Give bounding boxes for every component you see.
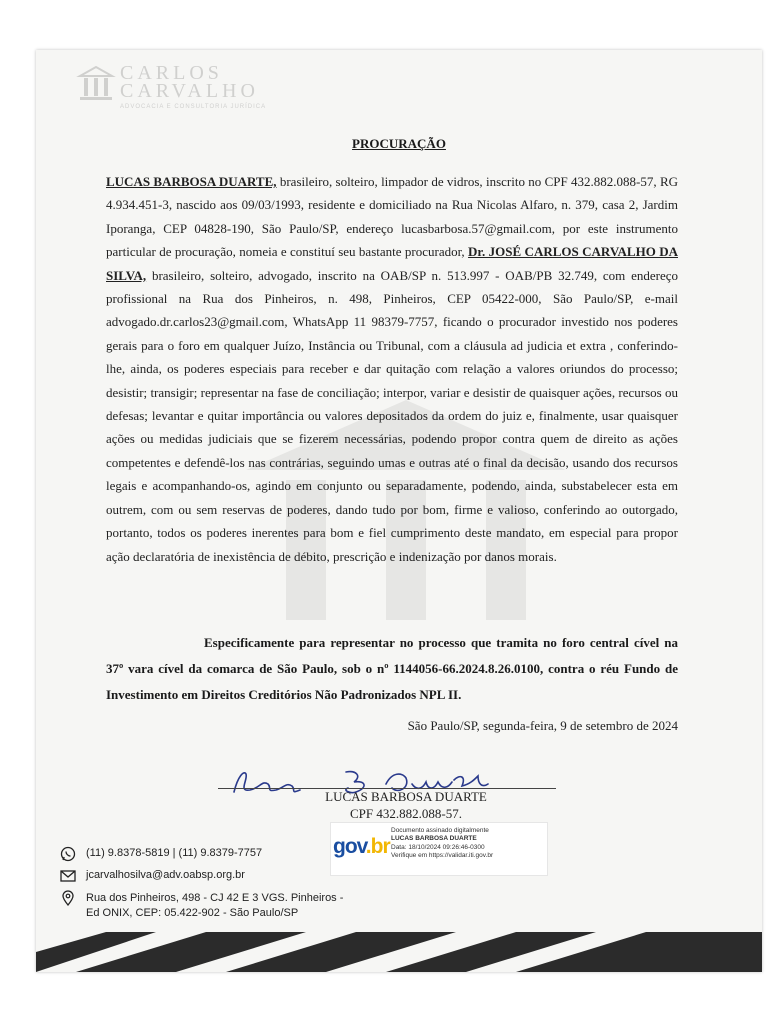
location-pin-icon <box>60 890 76 906</box>
digital-signature-info: Documento assinado digitalmente LUCAS BARBOSA DUARTE Data: 18/10/2024 09:26:46-0300 Verifique em https://validar.iti.gov.br <box>391 827 494 860</box>
special-powers-paragraph: Especificamente para representar no processo que tramita no foro central cível na 37º vara cível da comarca de São Paulo, sob o nº 1144056-66.2024.8.26.0100, contra o réu Fundo de Investimento em Direitos Creditórios Não Padronizados NPL II. <box>106 635 678 702</box>
email-address: jcarvalhosilva@adv.oabsp.org.br <box>86 869 245 881</box>
phone-numbers: (11) 9.8378-5819 | (11) 9.8379-7757 <box>86 847 263 859</box>
procuracao-body <box>106 170 678 568</box>
columns-logo-icon <box>76 64 116 104</box>
signer-name: LUCAS BARBOSA DUARTE <box>325 789 487 804</box>
address-text: Rua dos Pinheiros, 498 - CJ 42 E 3 VGS. Pinheiros - Ed ONIX, CEP: 05.422-902 - São Paulo/SP <box>86 892 344 919</box>
attorney-name: Dr. JOSÉ CARLOS CARVALHO DA SILVA, <box>106 244 678 283</box>
body-text-part1: brasileiro, solteiro, limpador de vidros, inscrito no CPF 432.882.088-57, RG 4.934.451-3, nascido aos 09/03/1993, residente e domiciliado na Rua Nicolas Alfaro, n. 379, casa 2, Jardim Iporanga, CEP 04828-190, São Paulo/SP, endereço lucasbarbosa.57@gmail.com, por este instrumento particular de procuração, nomeia e constituí seu bastante procurador, <box>106 174 678 260</box>
govbr-logo: gov.br <box>333 835 390 858</box>
law-firm-logo <box>76 64 316 116</box>
whatsapp-icon <box>60 846 76 862</box>
grantor-name: LUCAS BARBOSA DUARTE, <box>106 174 277 189</box>
logo-tagline: ADVOCACIA E CONSULTORIA JURÍDICA <box>120 104 267 110</box>
signer-cpf: CPF 432.882.088-57. <box>350 806 462 821</box>
logo-name: CARLOS CARVALHO <box>120 62 259 102</box>
body-text-part2: brasileiro, solteiro, advogado, inscrito na OAB/SP n. 513.997 - OAB/PB 32.749, com endereço profissional na Rua dos Pinheiros, n. 498, Pinheiros, CEP 05422-000, São Paulo/SP, e-mail advogado.dr.carlos23@gmail.com, WhatsApp 11 98379-7757, ficando o procurador investido nos poderes gerais para o foro em qualquer Juízo, Instância ou Tribunal, com a cláusula ad judicia et extra , conferindo-lhe, ainda, os poderes especiais para receber e dar quitação com relação a valores oriundos do processo; desistir; transigir; representar na fase de conciliação; interpor, variar e desistir de quaisquer ações, recursos ou defesas; levantar e quitar importância ou valores depositados da ordem do juiz e, finalmente, usar quaisquer ações ou medidas judiciais que se fizerem necessárias, podendo propor contra quem de direito as ações competentes e defendê-los nas contrárias, seguindo umas e outras até o final da decisão, usando dos recursos legais e acompanhando-os, agindo em conjunto ou separadamente, podendo, ainda, substabelecer esta em outrem, com ou sem reservas de poderes, dando tudo por bom, firme e valioso, conferindo ao outorgado, portanto, todos os poderes inerentes para bom e fiel cumprimento deste mandato, em especial para propor ação declaratória de inexistência de débito, prescrição e indenização por danos morais. <box>106 267 678 564</box>
date-line: São Paulo/SP, segunda-feira, 9 de setembro de 2024 <box>407 718 678 733</box>
email-icon <box>60 868 76 884</box>
digital-signature-stamp <box>330 822 548 876</box>
footer-stripes <box>36 932 762 972</box>
document-page <box>36 50 762 972</box>
signer-block <box>276 788 536 822</box>
document-title: PROCURAÇÃO <box>352 136 446 151</box>
